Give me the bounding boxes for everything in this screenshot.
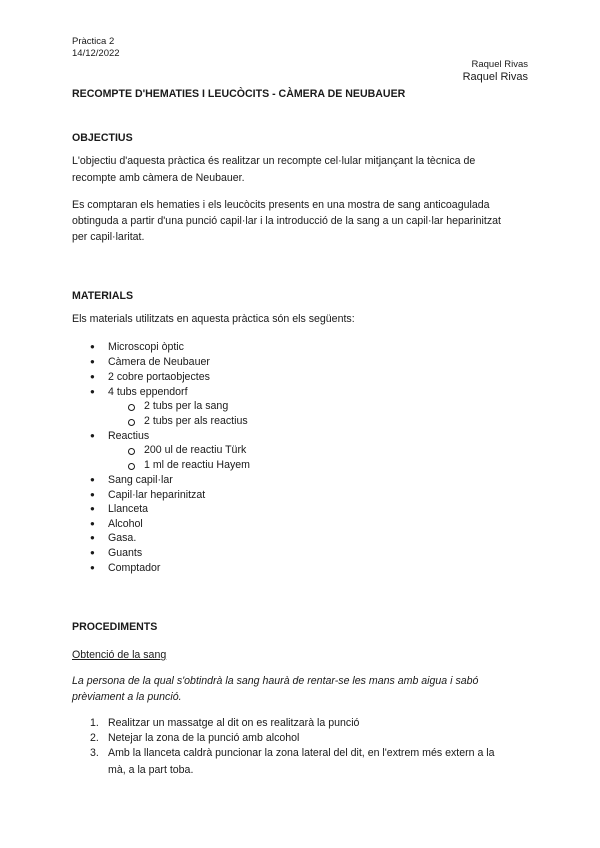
procedure-note-line-2: prèviament a la punció.: [72, 691, 182, 703]
circle-bullet-icon: [128, 463, 135, 470]
bullet-icon: ●: [90, 504, 95, 513]
bullet-icon: ●: [90, 519, 95, 528]
list-item: Capil·lar heparinitzat: [108, 489, 206, 501]
bullet-icon: ●: [90, 342, 95, 351]
bullet-icon: ●: [90, 548, 95, 557]
objectius-paragraph-2-line-2: obtinguda a partir d'una punció capil·lar i la introducció de la sang a un capil·lar heparinitzat: [72, 215, 501, 227]
section-heading-procediments: PROCEDIMENTS: [72, 621, 158, 633]
circle-bullet-icon: [128, 404, 135, 411]
step-number: 3.: [90, 747, 99, 759]
author-small: Raquel Rivas: [471, 59, 528, 70]
list-item: Càmera de Neubauer: [108, 356, 210, 368]
step-text: Netejar la zona de la punció amb alcohol: [108, 732, 300, 744]
procedure-note-line-1: La persona de la qual s'obtindrà la sang haurà de rentar-se les mans amb aigua i sabó: [72, 675, 479, 687]
section-heading-materials: MATERIALS: [72, 290, 134, 302]
bullet-icon: ●: [90, 387, 95, 396]
section-heading-objectius: OBJECTIUS: [72, 132, 133, 144]
step-number: 2.: [90, 732, 99, 744]
list-item: Alcohol: [108, 518, 143, 530]
objectius-paragraph-2-line-1: Es comptaran els hematies i els leucòcits presents en una mostra de sang anticoagulada: [72, 199, 490, 211]
list-item: Gasa.: [108, 532, 137, 544]
list-item: Comptador: [108, 562, 161, 574]
objectius-paragraph-1-line-1: L'objectiu d'aquesta pràctica és realitzar un recompte cel·lular mitjançant la tècnica de: [72, 155, 476, 167]
step-number: 1.: [90, 717, 99, 729]
bullet-icon: ●: [90, 490, 95, 499]
subheading-obtencio: [72, 647, 166, 665]
list-item: Llanceta: [108, 503, 149, 515]
author-name: Raquel Rivas: [462, 71, 528, 83]
list-item: Guants: [108, 547, 143, 559]
step-text-continued: mà, a la part toba.: [108, 764, 194, 776]
list-item: Microscopi òptic: [108, 341, 184, 353]
list-subitem: 2 tubs per la sang: [144, 400, 229, 412]
objectius-paragraph-2-line-3: per capil·laritat.: [72, 231, 145, 243]
subheading-text: Obtenció de la sang: [72, 649, 167, 661]
step-text: Realitzar un massatge al dit on es realitzarà la punció: [108, 717, 360, 729]
practice-label: Pràctica 2: [72, 36, 115, 47]
step-text: Amb la llanceta caldrà puncionar la zona lateral del dit, en l'extrem més extern a la: [108, 747, 495, 759]
list-item: 2 cobre portaobjectes: [108, 371, 210, 383]
materials-intro: Els materials utilitzats en aquesta pràctica són els següents:: [72, 313, 355, 325]
bullet-icon: ●: [90, 475, 95, 484]
list-subitem: 1 ml de reactiu Hayem: [144, 459, 250, 471]
bullet-icon: ●: [90, 357, 95, 366]
bullet-icon: ●: [90, 533, 95, 542]
list-subitem: 2 tubs per als reactius: [144, 415, 248, 427]
bullet-icon: ●: [90, 372, 95, 381]
list-item: Reactius: [108, 430, 150, 442]
circle-bullet-icon: [128, 448, 135, 455]
bullet-icon: ●: [90, 563, 95, 572]
date-label: 14/12/2022: [72, 48, 120, 59]
circle-bullet-icon: [128, 419, 135, 426]
list-subitem: 200 ul de reactiu Türk: [144, 444, 247, 456]
objectius-paragraph-1-line-2: recompte amb càmera de Neubauer.: [72, 172, 245, 184]
document-title: RECOMPTE D'HEMATIES I LEUCÒCITS - CÀMERA DE NEUBAUER: [72, 88, 406, 100]
bullet-icon: ●: [90, 431, 95, 440]
list-item: 4 tubs eppendorf: [108, 386, 188, 398]
list-item: Sang capil·lar: [108, 474, 173, 486]
